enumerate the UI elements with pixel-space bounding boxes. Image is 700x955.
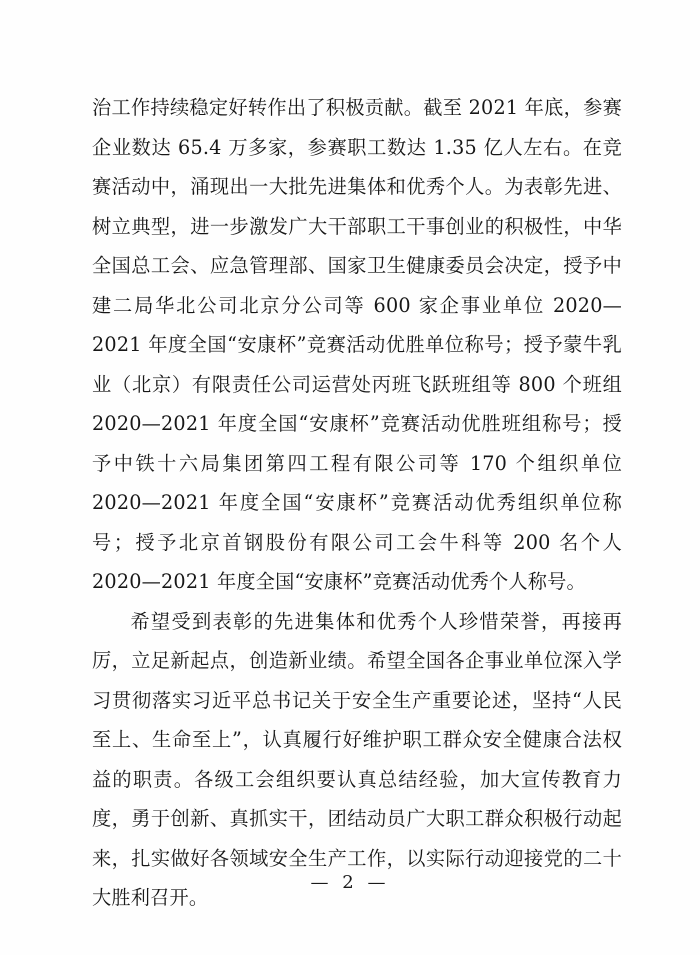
paragraph-continued: 治工作持续稳定好转作出了积极贡献。截至 2021 年底，参赛企业数达 65.4 万多家，参赛职工数达 1.35 亿人左右。在竞赛活动中，涌现出一大批先进集体和优秀个人。为表彰先进、树立典型，进一步激发广大干部职工干事创业的积极性，中华全国总工会、应急管理部、国家卫生健康委员会决定，授予中建二局华北公司北京分公司等 600 家企事业单位 2020—2021 年度全国“安康杯”竞赛活动优胜单位称号；授予蒙牛乳业（北京）有限责任公司运营处丙班飞跃班组等 800 个班组 2020—2021 年度全国“安康杯”竞赛活动优胜班组称号；授予中铁十六局集团第四工程有限公司等 170 个组织单位 2020—2021 年度全国“安康杯”竞赛活动优秀组织单位称号；授予北京首钢股份有限公司工会牛科等 200 名个人 2020—2021 年度全国“安康杯”竞赛活动优秀个人称号。 <box>92 96 622 593</box>
paragraph: 希望受到表彰的先进集体和优秀个人珍惜荣誉，再接再厉，立足新起点，创造新业绩。希望全国各企事业单位深入学习贯彻落实习近平总书记关于安全生产重要论述，坚持“人民至上、生命至上”，认真履行好维护职工群众安全健康合法权益的职责。各级工会组织要认真总结经验，加大宣传教育力度，勇于创新、真抓实干，团结动员广大职工群众积极行动起来，扎实做好各领域安全生产工作，以实际行动迎接党的二十大胜利召开。 <box>92 609 622 909</box>
page-footer <box>0 872 700 893</box>
page-number: — 2 — <box>310 872 390 893</box>
document-body <box>92 88 622 918</box>
